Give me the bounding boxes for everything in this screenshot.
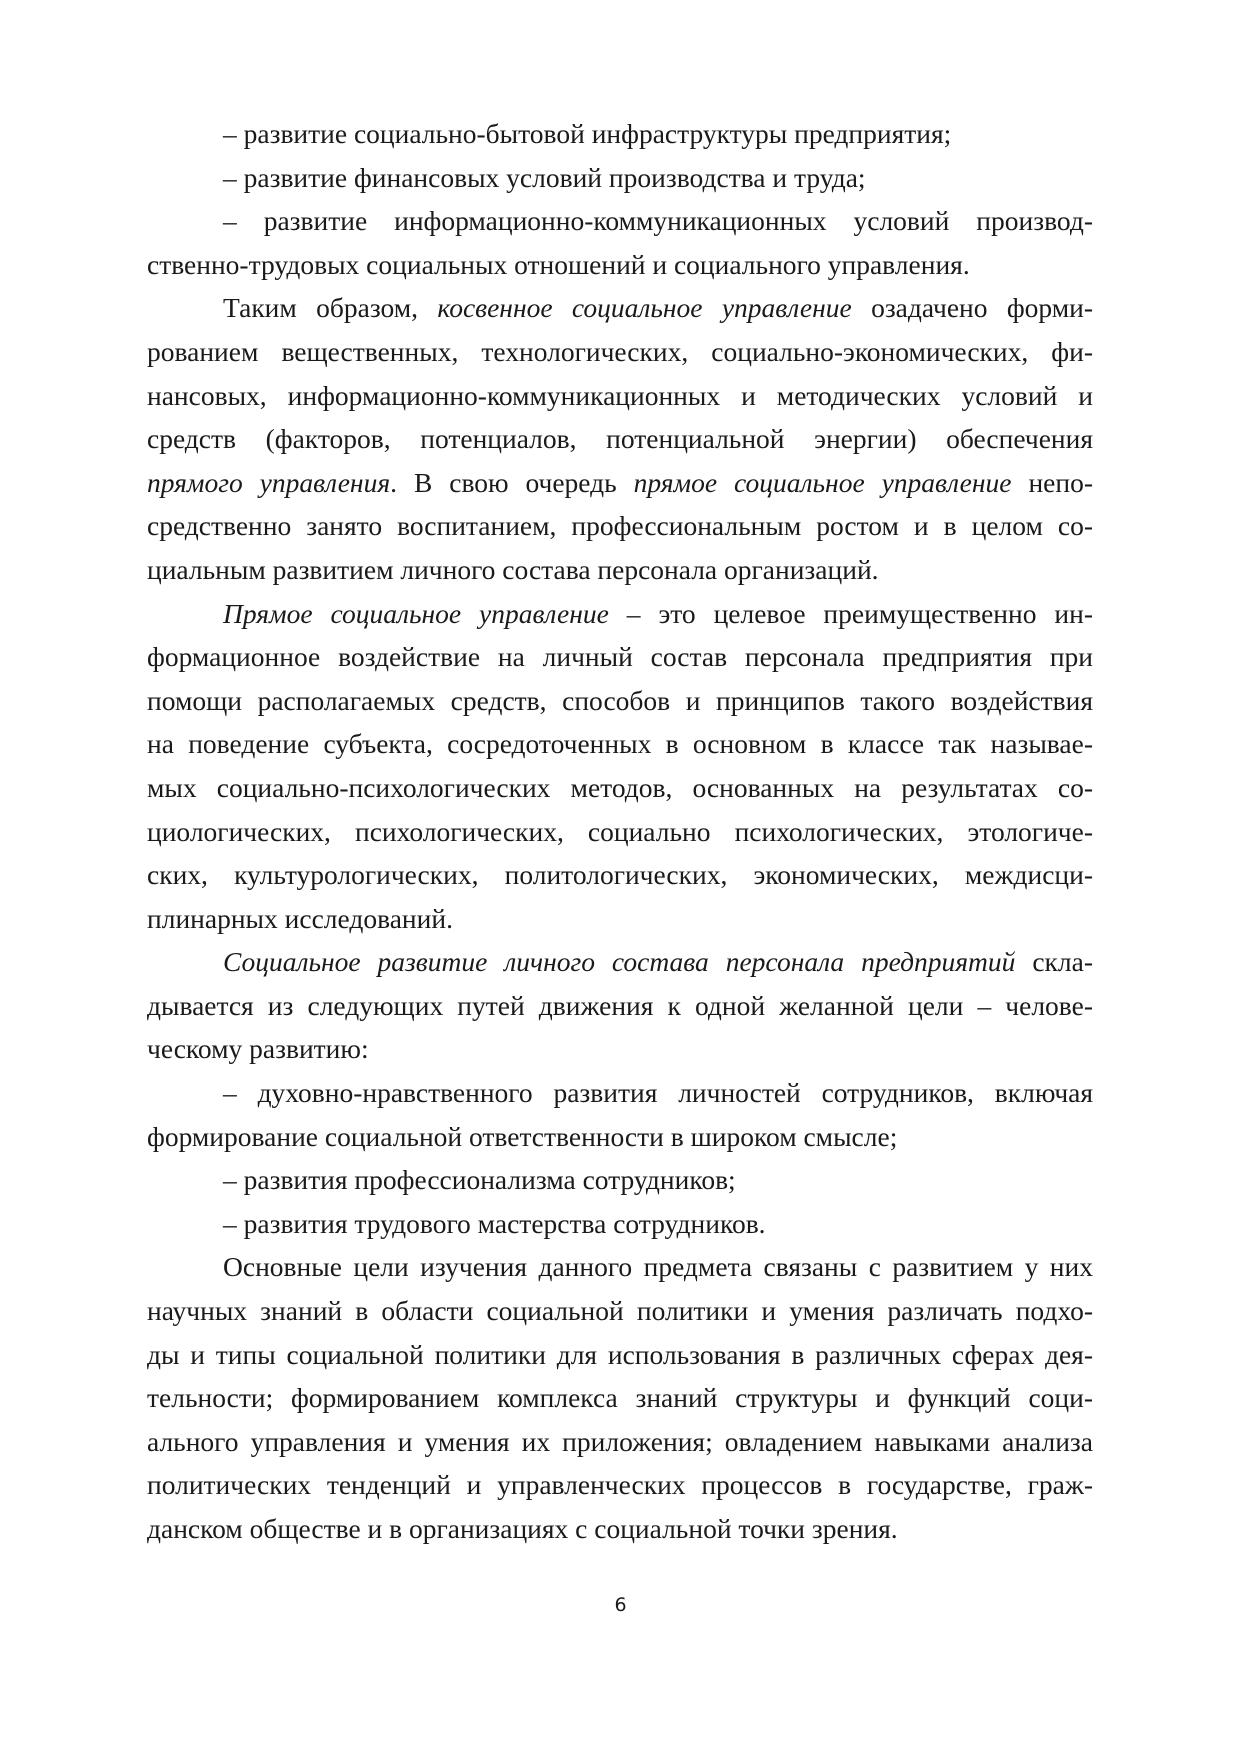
text-run: – это целевое преимущественно ин- xyxy=(608,597,1093,629)
text-run: озадачено форми- xyxy=(851,292,1094,324)
text-line xyxy=(147,417,1093,461)
text-run: политических тенденций и управленческих процессов в государстве, граж- xyxy=(147,1469,1093,1501)
text-line xyxy=(147,810,1093,854)
italic-term: Социальное развитие личного состава персонала предприятий xyxy=(223,946,1016,978)
text-line xyxy=(147,766,1093,810)
text-run: циологических, психологических, социально психологических, этологиче- xyxy=(147,815,1093,847)
text-line xyxy=(147,853,1093,897)
text-run: – развития трудового мастерства сотрудников. xyxy=(223,1207,766,1239)
text-run: научных знаний в области социальной политики и умения различать подхо- xyxy=(147,1295,1093,1327)
text-run: дывается из следующих путей движения к одной желанной цели – челове- xyxy=(147,989,1093,1021)
text-line xyxy=(147,461,1093,505)
text-line xyxy=(147,1333,1093,1377)
italic-term: прямое социальное управление xyxy=(633,466,1012,498)
text-run: – духовно-нравственного развития личностей сотрудников, включая xyxy=(223,1077,1093,1109)
text-line xyxy=(147,1376,1093,1420)
text-line xyxy=(147,1507,1093,1551)
text-line xyxy=(147,504,1093,548)
text-run: скла- xyxy=(1015,946,1093,978)
text-run: ческому развитию: xyxy=(147,1033,369,1065)
text-run: циальным развитием личного состава персонала организаций. xyxy=(147,553,879,585)
text-line xyxy=(147,156,1093,200)
text-line xyxy=(147,1420,1093,1464)
text-line xyxy=(147,1115,1093,1159)
text-line xyxy=(147,243,1093,287)
text-line xyxy=(147,374,1093,418)
text-line xyxy=(147,1463,1093,1507)
text-run: на поведение субъекта, сосредоточенных в основном в классе так называе- xyxy=(147,728,1093,760)
text-line xyxy=(147,199,1093,243)
text-run: данском обществе и в организациях с социальной точки зрения. xyxy=(147,1513,898,1544)
text-line xyxy=(147,722,1093,766)
text-line xyxy=(147,548,1093,592)
text-run: – развитие социально-бытовой инфраструктуры предприятия; xyxy=(223,118,952,149)
text-run: плинарных исследований. xyxy=(147,902,453,934)
text-run: Основные цели изучения данного предмета связаны с развитием у них xyxy=(223,1251,1093,1283)
text-line xyxy=(147,984,1093,1028)
text-line xyxy=(147,592,1093,636)
text-line xyxy=(147,330,1093,374)
text-line xyxy=(147,286,1093,330)
text-run: – развития профессионализма сотрудников; xyxy=(223,1164,736,1196)
text-line xyxy=(147,679,1093,723)
text-line xyxy=(147,1245,1093,1289)
text-run: средств (факторов, потенциалов, потенциальной энергии) обеспечения xyxy=(147,423,1093,455)
text-line xyxy=(147,635,1093,679)
italic-term: прямого управления xyxy=(147,466,391,498)
text-line xyxy=(147,1071,1093,1115)
body-text xyxy=(147,112,1093,1551)
text-run: нансовых, информационно-коммуникационных и методических условий и xyxy=(147,379,1093,411)
text-line xyxy=(147,1202,1093,1246)
text-line xyxy=(147,1027,1093,1071)
text-run: средственно занято воспитанием, профессиональным ростом и в целом со- xyxy=(147,510,1093,542)
text-line xyxy=(147,940,1093,984)
text-run: тельности; формированием комплекса знаний структуры и функций соци- xyxy=(147,1382,1093,1414)
text-run: – развитие информационно-коммуникационных условий производ- xyxy=(223,205,1093,237)
italic-term: Прямое социальное управление xyxy=(223,597,609,629)
text-line xyxy=(147,1158,1093,1202)
italic-term: косвенное социальное управление xyxy=(437,292,852,324)
text-run: формационное воздействие на личный состав персонала предприятия при xyxy=(147,641,1093,673)
text-run: рованием вещественных, технологических, социально-экономических, фи- xyxy=(147,335,1093,367)
text-line xyxy=(147,897,1093,941)
text-run: формирование социальной ответственности в широком смысле; xyxy=(147,1120,898,1152)
text-line xyxy=(147,1289,1093,1333)
text-run: ды и типы социальной политики для использования в различных сферах дея- xyxy=(147,1338,1093,1370)
text-run: ственно-трудовых социальных отношений и социального управления. xyxy=(147,248,970,280)
text-run: помощи располагаемых средств, способов и принципов такого воздействия xyxy=(147,684,1093,716)
page-number: 6 xyxy=(614,1594,627,1616)
text-line xyxy=(147,112,1093,156)
text-run: ального управления и умения их приложения; овладением навыками анализа xyxy=(147,1425,1093,1457)
text-run: ских, культурологических, политологических, экономических, междисци- xyxy=(147,859,1093,891)
text-run: – развитие финансовых условий производства и труда; xyxy=(223,161,866,193)
text-run: . В свою очередь xyxy=(390,466,634,498)
text-run: непо- xyxy=(1011,466,1093,498)
text-run: мых социально-психологических методов, основанных на результатах со- xyxy=(147,771,1093,803)
text-run: Таким образом, xyxy=(223,292,438,324)
